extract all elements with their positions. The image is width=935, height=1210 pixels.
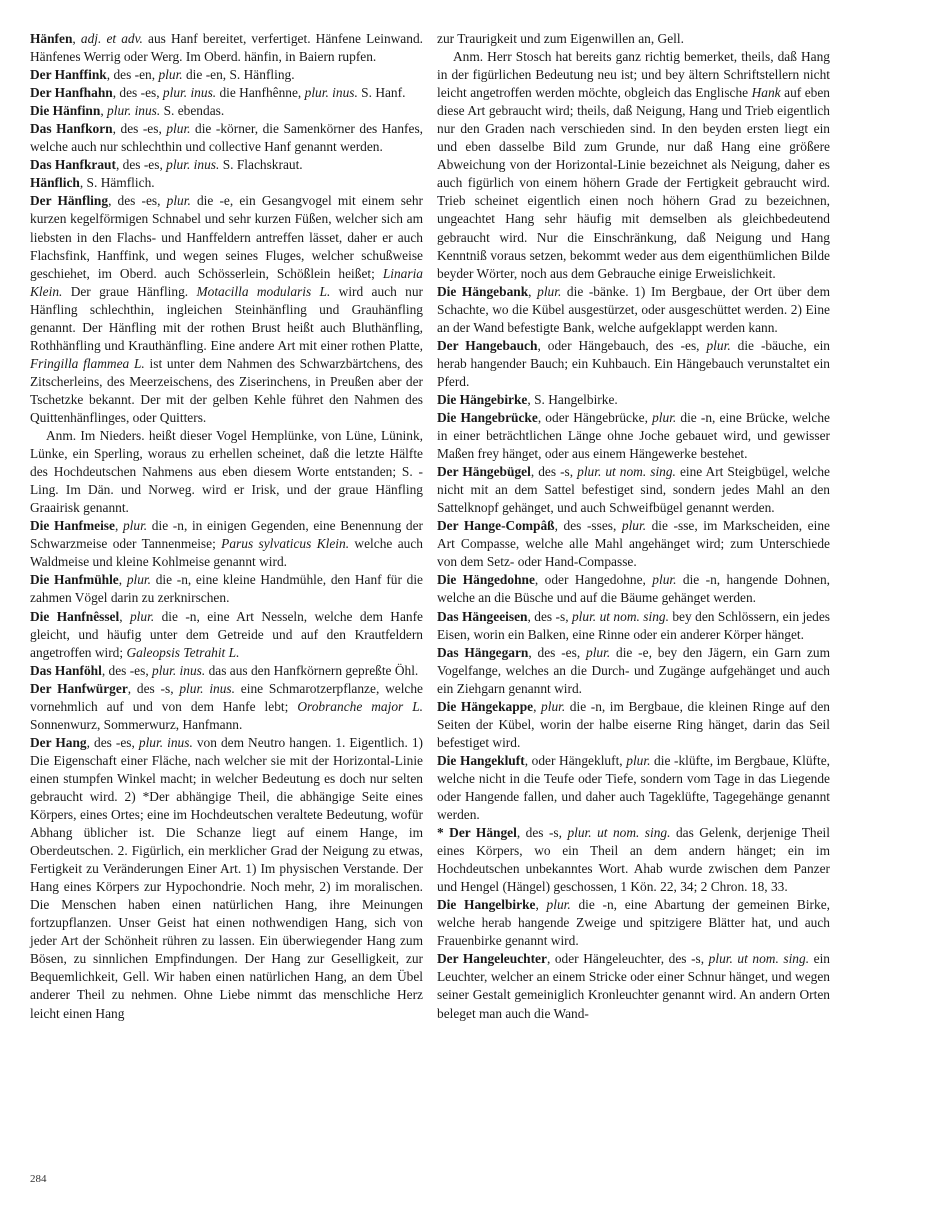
entry-text: eine Art Steigbügel, welche nicht mit an dem Sattel befestiget sind, sondern jedes Mahl an den Sattelknopf gehänget, und auch Schweifbügel genannt werden. (437, 464, 830, 516)
italic-text: plur. ut nom. sing. (571, 608, 669, 624)
headword: Der Hänfling (30, 193, 109, 209)
italic-text: Parus sylvaticus Klein. (221, 536, 350, 552)
entry-text: die Hanfhênne, (216, 85, 305, 101)
headword: Die Hänfinn (30, 103, 101, 119)
dictionary-entry (30, 192, 423, 427)
entry-text: , oder Hängekluft, (524, 752, 627, 768)
headword: Die Hangekluft (437, 752, 525, 768)
entry-text: das aus den Hanfkörnern gepreßte Öhl. (205, 662, 419, 678)
entry-text: , des -s, (530, 464, 578, 480)
entry-text: wird auch nur Hänfling schlechthin, ingleichen Steinhänfling und Grauhänfling genannt. Der Hänfling mit der rothen Brust heißt auch Bluthänfling, Rothhänfling und Krauthänfling. Eine andere Art mit einer rothen Platte, (30, 283, 424, 353)
entry-text: S. Flachskraut. (219, 157, 303, 173)
entry-text: zur Traurigkeit und zum Eigenwillen an, Gell. (437, 31, 684, 46)
dictionary-entry (30, 662, 423, 680)
entry-text: die -n, eine Brücke, welche in einer beträchtlichen Länge ohne Joche gebauet wird, und gewisser Maßen frey hänget, oder aus einem Hängewerke bestehet. (437, 409, 830, 462)
dictionary-entry (30, 427, 423, 517)
headword: Der Hang (30, 734, 87, 750)
entry-text: die -n, eine kleine Handmühle, den Hanf für die zahmen Vögel darin zu zerknirschen. (30, 572, 423, 606)
headword: Der Hangebauch (437, 337, 538, 353)
entry-text: , (119, 608, 130, 624)
dictionary-entry (437, 391, 830, 409)
entry-text: ist unter dem Nahmen des Schwarzbärtchens, des Zitscherleins, des Meerzeischens, des Ziserinchens, in Preußen aber der Tschetzke bekannt. Der mit der gelben Kehle führet den Nahmen des Quittenhänflinges, oder Quitters. (30, 355, 423, 425)
entry-text: Der graue Hänfling. (62, 283, 197, 299)
dictionary-entry (30, 517, 423, 571)
entry-text: die -bänke. 1) Im Bergbaue, der Ort über dem Schachte, wo die Kübel ausgestürzet, oder ausgeschüttet werden. 2) Eine an der Wand befestigte Bank, welche aufgeklappt werden kann. (437, 283, 831, 335)
entry-text: die -bäuche, ein herab hangender Bauch; ein Kuhbauch. Ein Hängebauch verunstaltet ein Pferd. (437, 337, 830, 389)
headword: Das Hanföhl (30, 662, 102, 678)
dictionary-entry (30, 608, 423, 662)
headword: Die Hängebirke (437, 391, 528, 407)
dictionary-entry (437, 409, 830, 463)
dictionary-entry (30, 571, 423, 607)
italic-text: plur. (541, 698, 566, 714)
italic-text: plur. (621, 518, 647, 534)
entry-text: die -n, im Bergbaue, die kleinen Ringe auf den Seiten der Kübel, worin der halbe eiserne Ring hänget, darin das Seil befestiget wird. (437, 698, 831, 750)
right-column (437, 30, 830, 1023)
dictionary-entry (30, 156, 423, 174)
headword: Der Hängebügel (437, 464, 531, 480)
entry-text: die -en, S. Hänfling. (182, 67, 295, 83)
entry-text: die -körner, die Samenkörner des Hanfes, welche auch nur schlechthin und collective Hanf genannt werden. (30, 121, 423, 155)
dictionary-entry (30, 680, 423, 734)
headword: Das Hanfkorn (30, 121, 113, 137)
entry-text: von dem Neutro hangen. 1. Eigentlich. 1) Die Eigenschaft einer Fläche, nach welcher sie mit der Horizontal-Linie einen stumpfen Winkel macht; in welcher Bedeutung es doch nur selten gebraucht wird. 2) *Der abhängige Theil, die abhängige Seite eines Körpers, eines Ortes; eine im Hochdeutschen veraltete Bedeutung, wofür Abhang üblicher ist. Die Schanze liegt auf einem Hange, im Oberdeutschen. 2. Figürlich, ein merklicher Grad der Neigung zu etwas, Fertigkeit zu Veränderungen Einer Art. 1) Im physischen Verstande. Der Hang eines Körpers zur Hypochondrie. Noch mehr, 2) im moralischen. Die Menschen haben einen natürlichen Hang, ihre Meinungen fortzupflanzen. Unser Geist hat einen nothwendigen Hang, sich von jeder Art der Schönheit rühren zu lassen. Ein überwiegender Hang zum Bösen, zu sinnlichen Empfindungen. Der Hang zur Geselligkeit, zur Bequemlichkeit, Gell. Wir haben einen natürlichen Hang, an dem Übel anderer Theil zu nehmen. Ohne Liebe nimmt das menschliche Herz leicht einen Hang (30, 734, 423, 1021)
italic-text: plur. (122, 518, 148, 534)
italic-text: plur. (706, 337, 731, 353)
entry-text: , (72, 31, 81, 46)
italic-text: plur. (166, 121, 191, 137)
entry-text: , des -s, (516, 825, 568, 841)
entry-text: aus Hanf bereitet, verfertiget. Hänfene Leinwand. Hänfenes Werrig oder Werg. Im Oberd. hänfin, in Baiern rupfen. (30, 31, 423, 65)
italic-text: Linaria Klein. (30, 265, 423, 299)
italic-text: Motacilla modularis L. (196, 283, 331, 299)
italic-text: Galeopsis Tetrahit L. (126, 644, 240, 660)
headword: Die Hängebank (437, 283, 529, 299)
entry-text: die -n, eine Abartung der gemeinen Birke, welche herab hangende Zweige und spitzigere Blätter hat, und auch Frauenbirke genannt wird. (437, 897, 830, 949)
left-column (30, 30, 423, 1023)
dictionary-entry (437, 644, 830, 698)
italic-text: plur. (129, 608, 155, 624)
entry-text: , (114, 518, 123, 534)
entry-text: die -n, in einigen Gegenden, eine Benennung der Schwarzmeise oder Tannenmeise; (30, 518, 423, 552)
entry-text: Anm. Im Nieders. heißt dieser Vogel Hemplünke, von Lüne, Lünink, Lünke, ein Sperling, woraus zu erhellen scheinet, daß die letzte Hälfte des Hochdeutschen Nahmens aus eben diesem Worte entstanden; S. -Ling. Im Dän. und Norweg. wird er Irisk, und der graue Hänfling Graairisk genannt. (30, 428, 423, 516)
dictionary-entry (437, 30, 830, 48)
headword: Die Hanfmeise (30, 518, 115, 534)
entry-text: , des -en, (106, 67, 159, 83)
dictionary-entry (437, 698, 830, 752)
entry-text: , des -s, (527, 608, 572, 624)
italic-text: Hank (751, 85, 781, 101)
headword: Das Hängegarn (437, 644, 529, 660)
italic-text: plur. (652, 572, 677, 588)
dictionary-entry (437, 608, 830, 644)
headword: Der Hanfhahn (30, 85, 113, 101)
dictionary-entry (30, 30, 423, 66)
entry-text: , oder Hangedohne, (534, 572, 653, 588)
entry-text: , des -es, (112, 85, 163, 101)
entry-text: , des -es, (112, 121, 167, 137)
entry-text: , S. Hangelbirke. (527, 391, 618, 407)
entry-text: , des -es, (108, 193, 167, 209)
italic-text: plur. ut nom. sing. (708, 951, 810, 967)
dictionary-entry (437, 48, 830, 283)
dictionary-entry (437, 950, 830, 1022)
entry-text: bey den Schlössern, ein jedes Eisen, worin ein Balken, eine Rinne oder ein anderer Körper hänget. (437, 608, 830, 642)
italic-text: plur. inus. (138, 734, 193, 750)
entry-text: Anm. Herr Stosch hat bereits ganz richtig bemerket, theils, daß Hang in der figürlichen Bedeutung neu ist; und bey ältern Schriftstellern nicht leicht angetroffen werden möchte, obgleich das Englische (437, 49, 830, 101)
dictionary-entry (437, 571, 830, 607)
entry-text: Sonnenwurz, Sommerwurz, Hanfmann. (30, 716, 243, 732)
headword: Hänflich (30, 175, 80, 191)
entry-text: , (535, 897, 547, 913)
headword: Der Hange-Compâß (437, 518, 555, 534)
entry-text: die -n, eine Art Nesseln, welche dem Hanfe gleicht, und häufig unter dem Getreide und auf den Krautfeldern angetroffen wird; (30, 608, 424, 660)
italic-text: Fringilla flammea L. (30, 355, 145, 371)
italic-text: Orobranche major L. (297, 698, 423, 714)
entry-text: S. ebendas. (160, 103, 225, 119)
headword: Das Hanfkraut (30, 157, 116, 173)
italic-text: plur. (158, 67, 183, 83)
entry-text: , S. Hämflich. (79, 175, 155, 191)
italic-text: plur. inus. (166, 157, 220, 173)
entry-text: ein Leuchter, welcher an einem Stricke oder einer Schnur hänget, und wegen seiner Gestalt gemeiniglich Kronleuchter genannt wird. An andern Orten beleget man auch die Wand- (437, 951, 830, 1021)
headword: Der Hanffink (30, 67, 107, 83)
dictionary-entry (30, 734, 423, 1023)
italic-text: plur. inus. (304, 85, 358, 101)
headword: Hänfen (30, 31, 73, 46)
entry-text: , oder Hängebrücke, (537, 409, 653, 425)
entry-text: , des -es, (101, 662, 153, 678)
dictionary-entry (437, 283, 830, 337)
dictionary-entry (437, 463, 830, 517)
headword: Das Hängeeisen (437, 608, 528, 624)
italic-text: plur. (652, 409, 677, 425)
entry-text: , des -es, (528, 644, 586, 660)
entry-text: auf eben diese Art gebraucht wird; theils, daß Neigung, Hang und Trieb eigentlich nur den Graden nach verschieden sind. In den beyden ersten liegt ein und eben dasselbe Bild zum Grunde, nur daß Hang eine größere Abweichung von der Horizontal-Linie bezeichnet als Neigung, daher es auch figürlich von einem höhern Grade der Fertigkeit gebraucht wird. Trieb scheinet eigentlich einen noch höhern Grad zu bezeichnen, ungeachtet Hang sehr häufig mit demselben als gleichbedeutend gebraucht wird. Nur die Einschränkung, daß Neigung und Hang Kenntniß voraus setzen, bekommt weder aus dem eigenthümlichen Bilde beyder Wörter, noch aus dem Gebrauche einige Erweislichkeit. (437, 85, 830, 281)
italic-text: plur. (546, 897, 571, 913)
headword: * Der Hängel (437, 825, 517, 841)
entry-text: , (100, 103, 108, 119)
italic-text: plur. inus. (179, 680, 235, 696)
entry-text: , (533, 698, 542, 714)
dictionary-entry (30, 174, 423, 192)
headword: Die Hanfnêssel (30, 608, 120, 624)
italic-text: plur. inus. (107, 103, 161, 119)
dictionary-entry (437, 517, 830, 571)
italic-text: plur. (586, 644, 611, 660)
dictionary-entry (30, 84, 423, 102)
entry-text: , oder Hängeleuchter, des -s, (546, 951, 709, 967)
headword: Der Hangeleuchter (437, 951, 547, 967)
entry-text: die -e, ein Gesangvogel mit einem sehr kurzen kegelförmigen Schnabel und sehr kurzen Füßen, welcher sich am liebsten in den Flachs- und Hanffeldern antreffen lässet, daher er auch Flachsfink, Hanffink, und wegen seines Fluges, welcher schußweise geschiehet, im Oberd. auch Schösserlein, Schößlein heißet; (30, 193, 424, 281)
dictionary-entry (30, 120, 423, 156)
entry-text: , (528, 283, 538, 299)
dictionary-entry (437, 824, 830, 896)
entry-text: die -sse, im Markscheiden, eine Art Compasse, welche alle Mahl angehänget wird; zum Unterschiede von dem Setz- oder Hand-Compasse. (437, 518, 830, 570)
headword: Die Hanfmühle (30, 572, 119, 588)
page-number: 284 (30, 1173, 47, 1185)
italic-text: plur. (166, 193, 191, 209)
dictionary-entry (437, 337, 830, 391)
italic-text: plur. ut nom. sing. (567, 825, 671, 841)
dictionary-entry (437, 896, 830, 950)
entry-text: , des -s, (127, 680, 180, 696)
italic-text: plur. inus. (162, 85, 217, 101)
entry-text: , (118, 572, 127, 588)
entry-text: die -klüfte, im Bergbaue, Klüfte, welche nicht in die Teufe oder Tiefe, sondern vom Tage in das Liegende oder Hangende fallen, und daher auch Tageklüfte, Tagegehänge genannt werden. (437, 752, 830, 823)
entry-text: welche auch Waldmeise und kleine Kohlmeise genannt wird. (30, 536, 423, 570)
entry-text: , oder Hängebauch, des -es, (537, 337, 707, 353)
entry-text: eine Schmarotzerpflanze, welche vornehmlich auf und von dem Hanfe lebt; (30, 680, 423, 714)
italic-text: plur. (537, 283, 562, 299)
italic-text: plur. inus. (152, 662, 206, 678)
headword: Die Hangelbirke (437, 897, 536, 913)
headword: Die Hangebrücke (437, 409, 538, 425)
italic-text: adj. et adv. (80, 31, 143, 46)
entry-text: das Gelenk, derjenige Theil eines Körpers, wo ein Theil an dem andern hänget; ein im Hochdeutschen unbekanntes Wort. Ahab wurde zwischen dem Panzer und Hengel (Hängel) geschossen, 1 Kön. 22, 34; 2 Chron. 18, 33. (437, 825, 831, 895)
entry-text: , des -sses, (554, 518, 622, 534)
entry-text: , des -es, (115, 157, 167, 173)
headword: Der Hanfwürger (30, 680, 128, 696)
dictionary-entry (30, 66, 423, 84)
dictionary-entry (30, 102, 423, 120)
entry-text: die -n, hangende Dohnen, welche an die Büsche und auf die Bäume gehänget werden. (437, 572, 830, 606)
dictionary-entry (437, 752, 830, 824)
headword: Die Hängedohne (437, 572, 535, 588)
headword: Die Hängekappe (437, 698, 534, 714)
italic-text: plur. ut nom. sing. (577, 464, 676, 480)
entry-text: , des -es, (86, 734, 139, 750)
italic-text: plur. (126, 572, 151, 588)
italic-text: plur. (626, 752, 651, 768)
entry-text: S. Hanf. (357, 85, 406, 101)
entry-text: die -e, bey den Jägern, ein Garn zum Vogelfange, welches an die Durch- und Zugänge aufgehänget und auch ein Ziehgarn genannt wird. (437, 644, 830, 696)
